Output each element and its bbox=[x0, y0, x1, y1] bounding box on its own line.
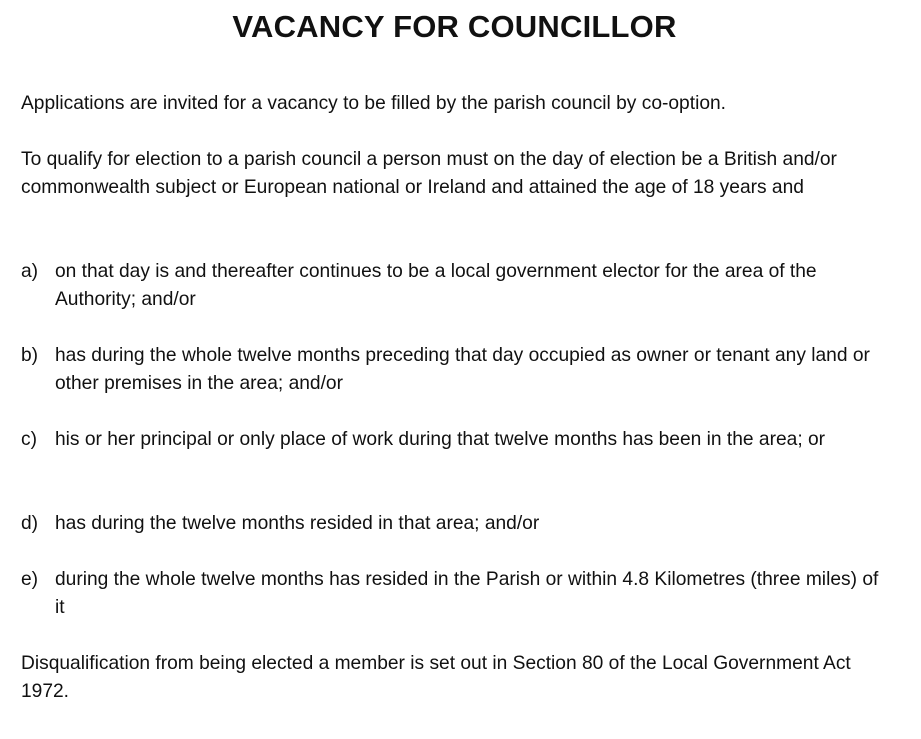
condition-item-c bbox=[21, 426, 891, 454]
condition-item-d bbox=[21, 510, 891, 538]
disqualification-paragraph: Disqualification from being elected a member is set out in Section 80 of the Local Government Act 1972. bbox=[21, 653, 851, 702]
intro-paragraph: Applications are invited for a vacancy to be filled by the parish council by co-option. bbox=[21, 93, 727, 114]
condition-item-e bbox=[21, 566, 891, 622]
condition-text: during the whole twelve months has resided in the Parish or within 4.8 Kilometres (three miles) of it bbox=[55, 569, 879, 618]
condition-marker: a) bbox=[21, 261, 39, 282]
condition-marker: e) bbox=[21, 569, 39, 590]
condition-item-b bbox=[21, 342, 891, 398]
condition-text: his or her principal or only place of work during that twelve months has been in the area; or bbox=[55, 429, 826, 450]
condition-text: has during the whole twelve months preceding that day occupied as owner or tenant any land or other premises in the area; and/or bbox=[55, 345, 870, 394]
condition-marker: c) bbox=[21, 429, 37, 450]
condition-text: has during the twelve months resided in that area; and/or bbox=[55, 513, 540, 534]
condition-marker: b) bbox=[21, 345, 39, 366]
condition-text: on that day is and thereafter continues to be a local government elector for the area of the Authority; and/or bbox=[55, 261, 817, 310]
condition-marker: d) bbox=[21, 513, 39, 534]
qualification-paragraph: To qualify for election to a parish council a person must on the day of election be a British and/or commonwealth subject or European national or Ireland and attained the age of 18 years and bbox=[21, 149, 837, 198]
page-title: VACANCY FOR COUNCILLOR bbox=[232, 9, 677, 44]
condition-item-a bbox=[21, 258, 891, 314]
